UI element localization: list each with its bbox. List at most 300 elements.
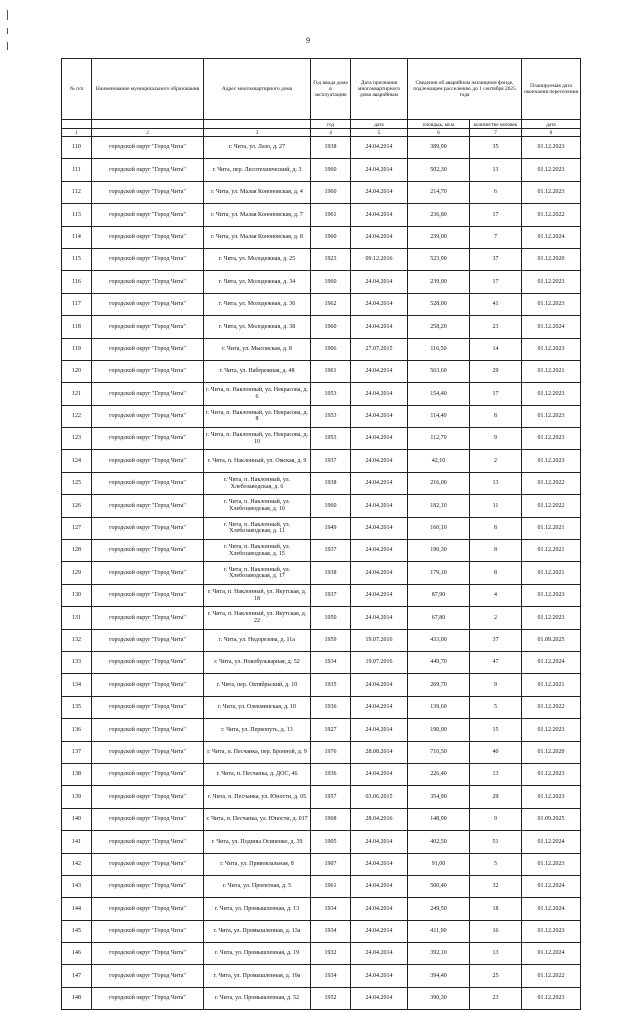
column-number: 1 (62, 129, 92, 137)
cell-planned-date: 01.12.2023 (522, 428, 581, 450)
table-row (62, 383, 581, 405)
cell-number: 127 (62, 517, 92, 539)
cell-emergency-date: 24.04.2014 (351, 472, 408, 494)
cell-area: 500,40 (408, 875, 470, 897)
cell-residents: 23 (470, 316, 522, 338)
cell-emergency-date: 24.04.2014 (351, 271, 408, 293)
cell-municipality: городской округ "Город Чита" (92, 987, 204, 1009)
cell-emergency-date: 24.04.2014 (351, 517, 408, 539)
cell-planned-date: 01.12.2020 (522, 741, 581, 763)
cell-planned-date: 01.12.2021 (522, 674, 581, 696)
cell-residents: 23 (470, 987, 522, 1009)
cell-municipality: городской округ "Город Чита" (92, 226, 204, 248)
cell-emergency-date: 24.04.2014 (351, 584, 408, 606)
cell-number: 142 (62, 853, 92, 875)
cell-residents: 13 (470, 472, 522, 494)
cell-number: 139 (62, 786, 92, 808)
cell-area: 392,10 (408, 943, 470, 965)
table-row (62, 674, 581, 696)
cell-year: 1960 (311, 495, 351, 517)
cell-number: 120 (62, 360, 92, 382)
cell-year: 1932 (311, 943, 351, 965)
cell-municipality: городской округ "Город Чита" (92, 204, 204, 226)
table-row (62, 875, 581, 897)
table-row (62, 651, 581, 673)
cell-municipality: городской округ "Город Чита" (92, 428, 204, 450)
cell-year: 1953 (311, 405, 351, 427)
table-row (62, 965, 581, 987)
col-municipality-header: Наименование муниципального образования (92, 59, 204, 120)
cell-residents: 29 (470, 360, 522, 382)
cell-address: г. Чита, п. Наклонный, ул. Некрасова, д. 10 (204, 428, 311, 450)
cell-address: г. Чита, п. Песчанка, пер. Бронной, д. 9 (204, 741, 311, 763)
cell-residents: 29 (470, 786, 522, 808)
cell-area: 502,30 (408, 159, 470, 181)
emergency-housing-table (61, 58, 581, 1010)
cell-address: г. Чита, ул. Проектная, д. 5 (204, 875, 311, 897)
cell-emergency-date: 24.04.2014 (351, 159, 408, 181)
col-emergency-date-header: Дата признания многоквартирного дома аварийным (351, 59, 408, 120)
cell-emergency-date: 24.04.2014 (351, 875, 408, 897)
table-row (62, 629, 581, 651)
cell-address: г. Чита, п. Наклонный, ул. Омская, д. 9 (204, 450, 311, 472)
cell-emergency-date: 24.04.2014 (351, 316, 408, 338)
cell-address: г. Чита, ул. Первопуть, д. 13 (204, 719, 311, 741)
cell-area: 269,70 (408, 674, 470, 696)
cell-number: 130 (62, 584, 92, 606)
table-row (62, 428, 581, 450)
table-row (62, 763, 581, 785)
cell-address: г. Чита, ул. Олекминская, д. 10 (204, 696, 311, 718)
table-row (62, 137, 581, 159)
subheader-row (62, 120, 581, 129)
cell-emergency-date: 24.04.2014 (351, 562, 408, 584)
cell-municipality: городской округ "Город Чита" (92, 831, 204, 853)
cell-residents: 13 (470, 943, 522, 965)
cell-planned-date: 01.12.2021 (522, 360, 581, 382)
cell-emergency-date: 24.04.2014 (351, 943, 408, 965)
cell-area: 190,00 (408, 719, 470, 741)
cell-residents: 37 (470, 248, 522, 270)
table-row (62, 159, 581, 181)
cell-municipality: городской округ "Город Чита" (92, 562, 204, 584)
cell-municipality: городской округ "Город Чита" (92, 495, 204, 517)
cell-number: 134 (62, 674, 92, 696)
cell-address: г. Чита, п. Наклонный, ул. Якутская, д. 18 (204, 584, 311, 606)
cell-emergency-date: 24.04.2014 (351, 495, 408, 517)
cell-number: 144 (62, 898, 92, 920)
cell-municipality: городской округ "Город Чита" (92, 360, 204, 382)
cell-year: 1905 (311, 831, 351, 853)
table-row (62, 360, 581, 382)
cell-area: 190,30 (408, 540, 470, 562)
table-row (62, 472, 581, 494)
table-row (62, 943, 581, 965)
col-year-header: Год ввода дома в эксплуатацию (311, 59, 351, 120)
cell-municipality: городской округ "Город Чита" (92, 763, 204, 785)
col-planned-date-header: Планируемая дата окончания переселения (522, 59, 581, 120)
cell-planned-date: 01.12.2023 (522, 137, 581, 159)
cell-number: 132 (62, 629, 92, 651)
cell-number: 117 (62, 293, 92, 315)
cell-municipality: городской округ "Город Чита" (92, 898, 204, 920)
cell-planned-date: 01.09.2025 (522, 629, 581, 651)
cell-address: г. Чита, ул. Промышленная, д. 13а (204, 920, 311, 942)
cell-year: 1937 (311, 584, 351, 606)
cell-residents: 5 (470, 696, 522, 718)
cell-residents: 8 (470, 517, 522, 539)
cell-emergency-date: 03.06.2015 (351, 786, 408, 808)
cell-year: 1934 (311, 651, 351, 673)
table-row (62, 181, 581, 203)
cell-emergency-date: 27.07.2015 (351, 338, 408, 360)
cell-municipality: городской округ "Город Чита" (92, 696, 204, 718)
cell-area: 710,50 (408, 741, 470, 763)
cell-residents: 32 (470, 875, 522, 897)
cell-year: 1907 (311, 853, 351, 875)
cell-planned-date: 01.12.2024 (522, 898, 581, 920)
cell-emergency-date: 24.04.2014 (351, 853, 408, 875)
cell-address: г. Чита, п. Наклонный, ул. Хлебозаводская, д. 11 (204, 517, 311, 539)
cell-year: 1927 (311, 719, 351, 741)
cell-address: г. Чита, ул. Промышленная, д. 19а (204, 965, 311, 987)
cell-municipality: городской округ "Город Чита" (92, 540, 204, 562)
cell-residents: 8 (470, 562, 522, 584)
cell-emergency-date: 28.04.2016 (351, 808, 408, 830)
cell-municipality: городской округ "Город Чита" (92, 808, 204, 830)
table-row (62, 808, 581, 830)
cell-year: 1923 (311, 248, 351, 270)
cell-address: г. Чита, ул. Новобульварная, д. 52 (204, 651, 311, 673)
table-body (62, 137, 581, 1010)
cell-year: 1961 (311, 204, 351, 226)
cell-address: г. Чита, ул. Промышленная, д. 19 (204, 943, 311, 965)
cell-area: 528,00 (408, 293, 470, 315)
table-row (62, 987, 581, 1009)
cell-residents: 13 (470, 159, 522, 181)
cell-address: г. Чита, ул. Промышленная, д. 13 (204, 898, 311, 920)
cell-planned-date: 01.12.2023 (522, 405, 581, 427)
cell-planned-date: 01.12.2023 (522, 383, 581, 405)
cell-area: 354,90 (408, 786, 470, 808)
cell-number: 128 (62, 540, 92, 562)
cell-municipality: городской округ "Город Чита" (92, 137, 204, 159)
cell-address: г. Чита, п. Песчанка, ул. Юности, д. 05 (204, 786, 311, 808)
cell-number: 121 (62, 383, 92, 405)
cell-residents: 18 (470, 898, 522, 920)
sub-date: дата (351, 120, 408, 129)
cell-planned-date: 01.12.2021 (522, 562, 581, 584)
cell-municipality: городской округ "Город Чита" (92, 786, 204, 808)
cell-planned-date: 01.12.2022 (522, 965, 581, 987)
cell-area: 214,70 (408, 181, 470, 203)
cell-number: 119 (62, 338, 92, 360)
cell-municipality: городской округ "Город Чита" (92, 517, 204, 539)
cell-residents: 17 (470, 204, 522, 226)
table-row (62, 584, 581, 606)
column-number: 6 (408, 129, 470, 137)
cell-municipality: городской округ "Город Чита" (92, 338, 204, 360)
table-row (62, 920, 581, 942)
cell-area: 249,50 (408, 898, 470, 920)
cell-number: 111 (62, 159, 92, 181)
cell-address: г. Чита, ул. Подины Осипенко, д. 39 (204, 831, 311, 853)
cell-number: 140 (62, 808, 92, 830)
cell-municipality: городской округ "Город Чита" (92, 584, 204, 606)
cell-municipality: городской округ "Город Чита" (92, 248, 204, 270)
cell-municipality: городской округ "Город Чита" (92, 853, 204, 875)
cell-number: 137 (62, 741, 92, 763)
cell-residents: 35 (470, 137, 522, 159)
cell-planned-date: 01.12.2021 (522, 517, 581, 539)
cell-address: г. Чита, ул. Молодежная, д. 25 (204, 248, 311, 270)
cell-address: г. Чита, п. Наклонный, ул. Некрасова, д. 8 (204, 405, 311, 427)
cell-year: 1938 (311, 137, 351, 159)
column-number: 4 (311, 129, 351, 137)
cell-residents: 9 (470, 808, 522, 830)
cell-municipality: городской округ "Город Чита" (92, 405, 204, 427)
cell-emergency-date: 24.04.2014 (351, 383, 408, 405)
cell-municipality: городской округ "Город Чита" (92, 674, 204, 696)
cell-number: 113 (62, 204, 92, 226)
table-row (62, 226, 581, 248)
table-row (62, 316, 581, 338)
cell-number: 145 (62, 920, 92, 942)
cell-address: г. Чита, п. Наклонный, ул. Якутская, д. 22 (204, 607, 311, 629)
table-row (62, 405, 581, 427)
table-row (62, 271, 581, 293)
cell-planned-date: 01.12.2023 (522, 293, 581, 315)
cell-municipality: городской округ "Город Чита" (92, 965, 204, 987)
cell-year: 1960 (311, 316, 351, 338)
cell-address: г. Чита, ул. Недорезова, д. 11а (204, 629, 311, 651)
cell-year: 1934 (311, 920, 351, 942)
cell-address: г. Чита, ул. Молодежная, д. 38 (204, 316, 311, 338)
cell-area: 179,10 (408, 562, 470, 584)
column-number: 5 (351, 129, 408, 137)
cell-planned-date: 01.12.2023 (522, 271, 581, 293)
cell-area: 523,90 (408, 248, 470, 270)
cell-planned-date: 01.12.2023 (522, 920, 581, 942)
cell-planned-date: 01.12.2023 (522, 607, 581, 629)
cell-year: 1961 (311, 875, 351, 897)
table-row (62, 293, 581, 315)
cell-year: 1950 (311, 607, 351, 629)
cell-emergency-date: 24.04.2014 (351, 360, 408, 382)
cell-residents: 47 (470, 651, 522, 673)
cell-number: 136 (62, 719, 92, 741)
cell-residents: 51 (470, 831, 522, 853)
cell-address: г. Чита, п. Наклонный, ул. Хлебозаводская, д. 17 (204, 562, 311, 584)
cell-emergency-date: 24.04.2014 (351, 226, 408, 248)
col-num-header: № п/п (62, 59, 92, 120)
cell-year: 1959 (311, 629, 351, 651)
cell-planned-date: 01.12.2023 (522, 987, 581, 1009)
cell-planned-date: 01.12.2023 (522, 584, 581, 606)
table-row (62, 898, 581, 920)
cell-emergency-date: 24.04.2014 (351, 181, 408, 203)
cell-residents: 2 (470, 450, 522, 472)
col-address-header: Адрес многоквартирного дома (204, 59, 311, 120)
table-row (62, 540, 581, 562)
table-row (62, 495, 581, 517)
cell-area: 182,10 (408, 495, 470, 517)
cell-area: 91,00 (408, 853, 470, 875)
cell-area: 139,60 (408, 696, 470, 718)
cell-number: 146 (62, 943, 92, 965)
cell-number: 138 (62, 763, 92, 785)
cell-planned-date: 01.12.2023 (522, 853, 581, 875)
table-row (62, 607, 581, 629)
cell-number: 114 (62, 226, 92, 248)
cell-planned-date: 01.12.2024 (522, 651, 581, 673)
sub-year: год (311, 120, 351, 129)
col-housing-info-header: Сведения об аварийном жилищном фонде, подлежащем расселению до 1 сентября 2025 года (408, 59, 522, 120)
cell-planned-date: 01.12.2023 (522, 338, 581, 360)
scan-edge-mark (7, 28, 8, 34)
cell-year: 1934 (311, 898, 351, 920)
cell-emergency-date: 24.04.2014 (351, 898, 408, 920)
column-number-row (62, 129, 581, 137)
cell-year: 1962 (311, 293, 351, 315)
sub-residents: количество человек (470, 120, 522, 129)
cell-area: 239,00 (408, 226, 470, 248)
cell-emergency-date: 24.04.2014 (351, 450, 408, 472)
cell-number: 131 (62, 607, 92, 629)
cell-municipality: городской округ "Город Чита" (92, 719, 204, 741)
cell-address: г. Чита, п. Песчанка, ул. Юности, д. 017 (204, 808, 311, 830)
cell-year: 1934 (311, 965, 351, 987)
cell-planned-date: 01.12.2023 (522, 786, 581, 808)
table-row (62, 204, 581, 226)
scan-edge-mark (7, 42, 8, 50)
table-row (62, 719, 581, 741)
cell-area: 239,00 (408, 271, 470, 293)
sub-area: площадь, кв.м (408, 120, 470, 129)
cell-number: 124 (62, 450, 92, 472)
cell-year: 1976 (311, 741, 351, 763)
cell-residents: 2 (470, 607, 522, 629)
cell-year: 1961 (311, 360, 351, 382)
table-row (62, 853, 581, 875)
cell-area: 114,40 (408, 405, 470, 427)
cell-number: 123 (62, 428, 92, 450)
cell-planned-date: 01.12.2023 (522, 181, 581, 203)
cell-planned-date: 01.12.2023 (522, 763, 581, 785)
cell-area: 411,90 (408, 920, 470, 942)
page-number: 9 (306, 36, 310, 45)
cell-area: 394,40 (408, 965, 470, 987)
cell-number: 135 (62, 696, 92, 718)
cell-emergency-date: 24.04.2014 (351, 428, 408, 450)
cell-number: 122 (62, 405, 92, 427)
cell-area: 116,50 (408, 338, 470, 360)
cell-planned-date: 01.09.2025 (522, 808, 581, 830)
cell-area: 154,40 (408, 383, 470, 405)
cell-emergency-date: 09.12.2016 (351, 248, 408, 270)
cell-municipality: городской округ "Город Чита" (92, 741, 204, 763)
cell-address: г. Чита, пер. Октябрьский, д. 10 (204, 674, 311, 696)
cell-number: 133 (62, 651, 92, 673)
cell-year: 1960 (311, 159, 351, 181)
cell-area: 67,80 (408, 607, 470, 629)
cell-address: г. Чита, ул. Привокзальная, 8 (204, 853, 311, 875)
cell-year: 1952 (311, 987, 351, 1009)
cell-area: 42,10 (408, 450, 470, 472)
table-row (62, 517, 581, 539)
cell-residents: 25 (470, 965, 522, 987)
scan-edge-mark (7, 10, 8, 20)
cell-address: г. Чита, ул. Набережная, д. 48 (204, 360, 311, 382)
cell-planned-date: 01.12.2024 (522, 875, 581, 897)
cell-emergency-date: 19.07.2016 (351, 629, 408, 651)
cell-planned-date: 01.12.2021 (522, 540, 581, 562)
cell-emergency-date: 24.04.2014 (351, 965, 408, 987)
cell-planned-date: 01.12.2024 (522, 831, 581, 853)
cell-emergency-date: 24.04.2014 (351, 293, 408, 315)
cell-year: 1937 (311, 540, 351, 562)
cell-planned-date: 01.12.2022 (522, 495, 581, 517)
cell-address: г. Чита, ул. Лазо, д. 27 (204, 137, 311, 159)
cell-emergency-date: 24.04.2014 (351, 920, 408, 942)
cell-year: 1960 (311, 271, 351, 293)
cell-number: 110 (62, 137, 92, 159)
cell-residents: 14 (470, 338, 522, 360)
cell-number: 118 (62, 316, 92, 338)
cell-residents: 9 (470, 428, 522, 450)
cell-residents: 15 (470, 719, 522, 741)
cell-year: 1949 (311, 517, 351, 539)
table-row (62, 338, 581, 360)
cell-address: г. Чита, п. Наклонный, ул. Хлебозаводская, д. 15 (204, 540, 311, 562)
cell-year: 1935 (311, 674, 351, 696)
cell-number: 115 (62, 248, 92, 270)
table-row (62, 562, 581, 584)
cell-municipality: городской округ "Город Чита" (92, 181, 204, 203)
cell-emergency-date: 28.08.2014 (351, 741, 408, 763)
cell-residents: 40 (470, 741, 522, 763)
cell-planned-date: 01.12.2023 (522, 450, 581, 472)
cell-municipality: городской округ "Город Чита" (92, 943, 204, 965)
cell-residents: 41 (470, 293, 522, 315)
header-row (62, 59, 581, 120)
cell-year: 1938 (311, 562, 351, 584)
cell-address: г. Чита, ул. Промышленная, д. 52 (204, 987, 311, 1009)
column-number: 7 (470, 129, 522, 137)
cell-address: г. Чита, ул. Малая Кононовская, д. 7 (204, 204, 311, 226)
cell-year: 1960 (311, 226, 351, 248)
cell-address: г. Чита, ул. Молодежная, д. 36 (204, 293, 311, 315)
cell-residents: 4 (470, 584, 522, 606)
table-row (62, 450, 581, 472)
cell-year: 1936 (311, 763, 351, 785)
cell-emergency-date: 24.04.2014 (351, 763, 408, 785)
cell-planned-date: 01.12.2022 (522, 696, 581, 718)
column-number: 2 (92, 129, 204, 137)
cell-area: 449,70 (408, 651, 470, 673)
cell-area: 433,00 (408, 629, 470, 651)
cell-emergency-date: 24.04.2014 (351, 987, 408, 1009)
cell-year: 1957 (311, 786, 351, 808)
cell-emergency-date: 24.04.2014 (351, 137, 408, 159)
cell-number: 141 (62, 831, 92, 853)
cell-planned-date: 01.12.2024 (522, 226, 581, 248)
cell-area: 402,50 (408, 831, 470, 853)
cell-planned-date: 01.12.2022 (522, 472, 581, 494)
cell-year: 1938 (311, 472, 351, 494)
cell-area: 563,60 (408, 360, 470, 382)
cell-municipality: городской округ "Город Чита" (92, 651, 204, 673)
